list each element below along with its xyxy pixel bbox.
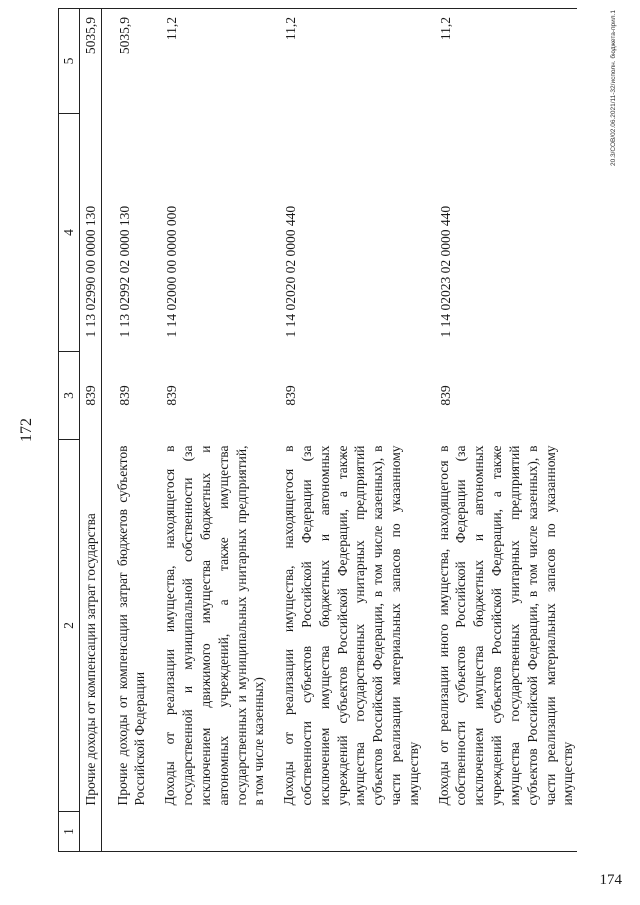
- row-number: [149, 812, 268, 852]
- table-row: [268, 9, 423, 852]
- row-number: [423, 812, 578, 852]
- row-number: [79, 812, 101, 852]
- footer-file-reference: 20.3/СОВ/02.06.2021/11-32/исполн. бюджета-прил.1: [610, 10, 617, 167]
- header-col-3: 3: [59, 352, 80, 440]
- row-budget-code: 1 14 02020 02 0000 440: [283, 205, 299, 338]
- header-col-5: 5: [59, 9, 80, 114]
- row-amount: 5035,9: [101, 9, 149, 114]
- row-amount: 5035,9: [79, 9, 101, 114]
- header-col-4: 4: [59, 114, 80, 352]
- row-budget-code: 1 14 02023 02 0000 440: [437, 205, 453, 338]
- row-number: [268, 812, 423, 852]
- table-row: [149, 9, 268, 852]
- page-number-bottom: 174: [599, 872, 622, 888]
- revenue-table: [58, 8, 577, 852]
- row-number: [101, 812, 149, 852]
- row-budget-code: 1 13 02990 00 0000 130: [79, 114, 101, 352]
- row-amount: 11,2: [149, 9, 268, 114]
- row-admin-code: 839: [79, 352, 101, 440]
- row-description: Прочие доходы от компенсации затрат бюджетов субъектов Российской Федерации: [114, 445, 148, 806]
- header-col-2: 2: [59, 440, 80, 812]
- row-admin-code: 839: [437, 385, 453, 406]
- table-row: [101, 9, 149, 852]
- header-col-1: 1: [59, 812, 80, 852]
- page-number-top: 172: [18, 418, 35, 442]
- table-header-row: [59, 9, 80, 852]
- table-row: [423, 9, 578, 852]
- row-description: Доходы от реализации имущества, находящегося в собственности субъектов Российской Федерации (за исключением имущества бюджетных и автономных учреждений субъектов Российской Федерации, а также имущества государственных унитарных предприятий субъектов Российской Федерации, в том числе казенных), в части реализации материальных запасов по указанному имуществу: [281, 445, 421, 806]
- row-admin-code: 839: [164, 385, 180, 406]
- row-budget-code: 1 14 02000 00 0000 000: [164, 205, 180, 338]
- row-description: Прочие доходы от компенсации затрат государства: [79, 440, 101, 812]
- table-row: [79, 9, 101, 852]
- row-budget-code: 1 13 02992 02 0000 130: [116, 205, 132, 338]
- row-admin-code: 839: [116, 385, 132, 406]
- row-description: Доходы от реализации иного имущества, находящегося в собственности субъектов Российской Федерации (за исключением имущества бюджетных и автономных учреждений субъектов Российской Федерации, а также имущества государственных унитарных предприятий субъектов Российской Федерации, в том числе казенных), в части реализации материальных запасов по указанному имуществу: [435, 445, 576, 806]
- row-amount: 11,2: [268, 9, 423, 114]
- row-admin-code: 839: [283, 385, 299, 406]
- row-description: Доходы от реализации имущества, находящегося в государственной и муниципальной собственности (за исключением движимого имущества бюджетных и автономных учреждений, а также имущества государственных и муниципальных унитарных предприятий, в том числе казенных): [162, 445, 267, 806]
- row-amount: 11,2: [423, 9, 578, 114]
